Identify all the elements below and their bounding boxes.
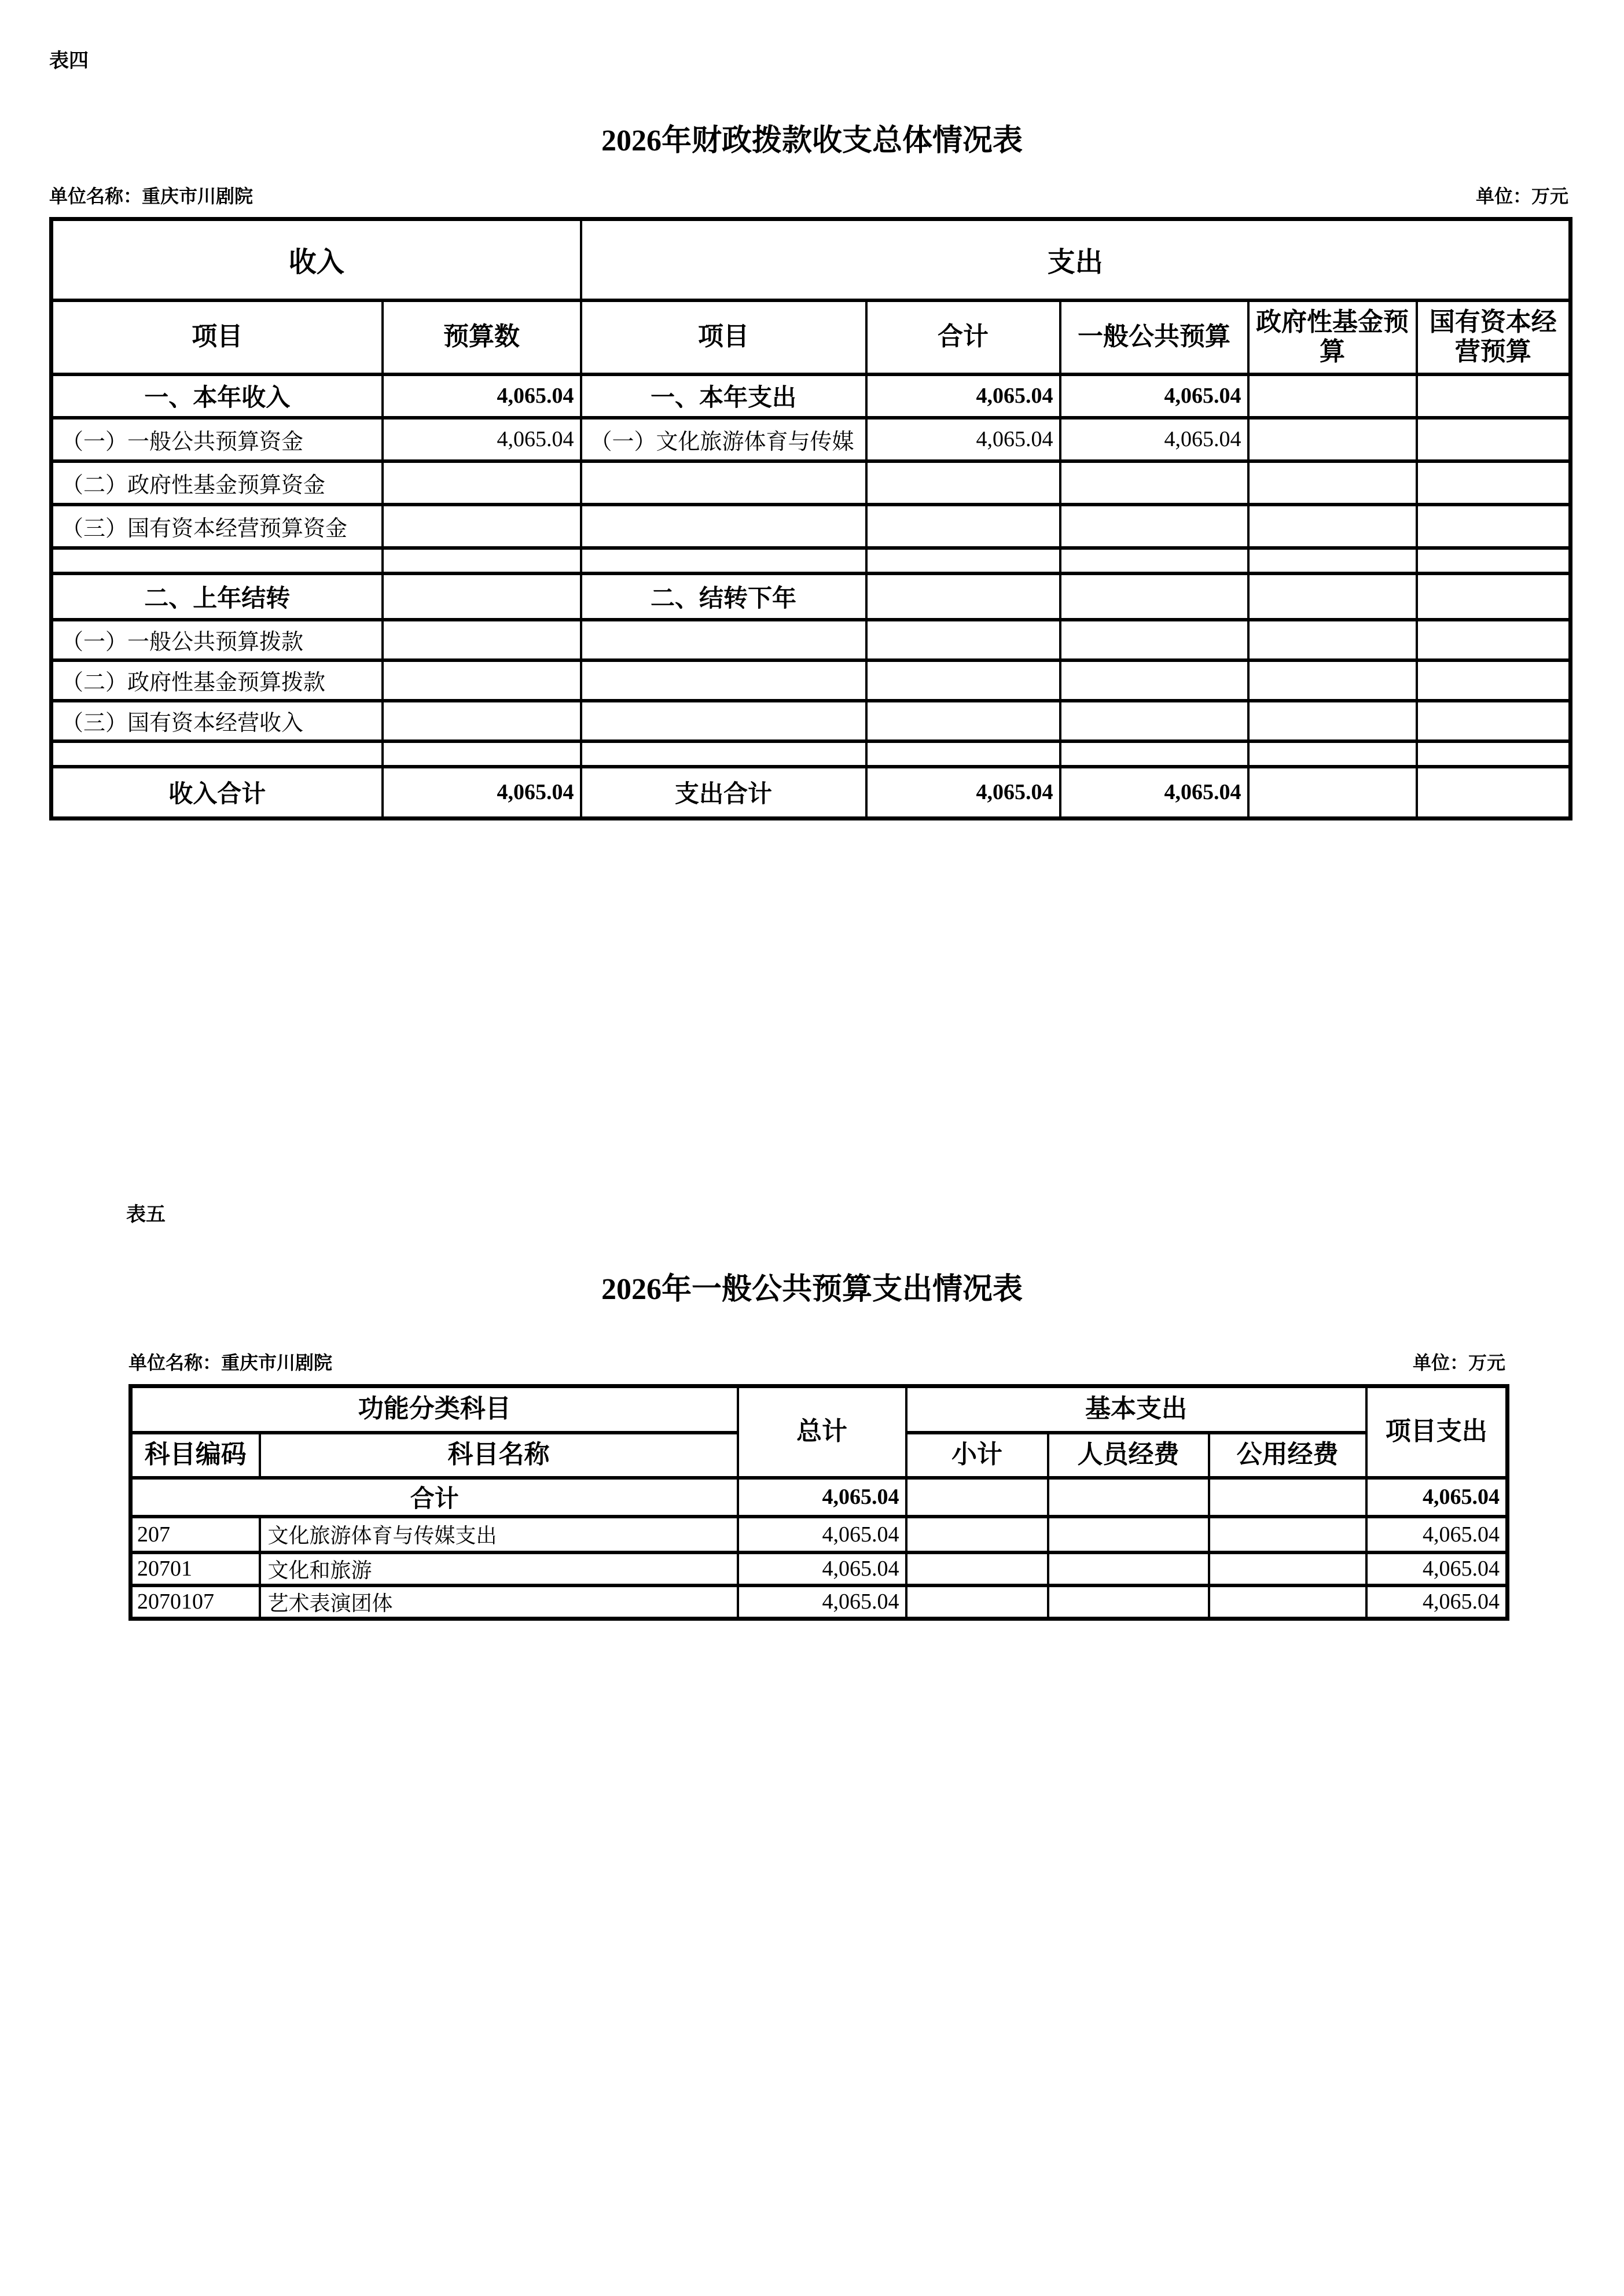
table-row <box>52 548 1571 573</box>
t4-r5-budget <box>383 573 581 620</box>
t4-r9-income <box>52 741 383 767</box>
t4-r9-fund <box>1248 741 1417 767</box>
t5-r0-subtotal <box>906 1478 1048 1517</box>
table-row <box>131 1552 1508 1585</box>
t4-r7-capital <box>1417 660 1571 701</box>
table5-unit-name: 单位名称：重庆市川剧院 <box>128 1352 333 1373</box>
t5-r0-name-total: 合计 <box>131 1478 738 1517</box>
t4-r2-fund <box>1248 461 1417 505</box>
sheet5-label: 表五 <box>126 1204 166 1226</box>
t5-r2-name: 文化和旅游 <box>260 1552 738 1585</box>
t5-r2-subtotal <box>906 1552 1048 1585</box>
t5-r2-personnel <box>1048 1552 1209 1585</box>
t4-r4-budget <box>383 548 581 573</box>
t5-r2-public <box>1209 1552 1366 1585</box>
t4-r10-capital <box>1417 767 1571 819</box>
t4-r9-total <box>866 741 1060 767</box>
t4-r4-general <box>1060 548 1248 573</box>
table4-unit: 单位：万元 <box>1475 186 1568 207</box>
table-row <box>52 374 1571 418</box>
t4-r1-budget: 4,065.04 <box>383 418 581 461</box>
table-row <box>52 767 1571 819</box>
t4-r6-capital <box>1417 620 1571 660</box>
table-row <box>52 660 1571 701</box>
t4-r1-income: （一）一般公共预算资金 <box>52 418 383 461</box>
t4-r10-expense-total: 支出合计 <box>581 767 866 819</box>
t4-r10-fund <box>1248 767 1417 819</box>
t5-r3-public <box>1209 1585 1366 1619</box>
t4-r1-total: 4,065.04 <box>866 418 1060 461</box>
t5-r0-personnel <box>1048 1478 1209 1517</box>
t5-r1-total: 4,065.04 <box>738 1517 906 1552</box>
table-row <box>52 573 1571 620</box>
t4-r6-fund <box>1248 620 1417 660</box>
t5-r0-public <box>1209 1478 1366 1517</box>
t4-r8-total <box>866 701 1060 741</box>
table-row <box>52 741 1571 767</box>
t4-r2-expense <box>581 461 866 505</box>
table-row <box>52 461 1571 505</box>
t4-r3-expense <box>581 505 866 548</box>
t5-r0-total: 4,065.04 <box>738 1478 906 1517</box>
t4-r7-income: （二）政府性基金预算拨款 <box>52 660 383 701</box>
t4-r5-expense: 二、结转下年 <box>581 573 866 620</box>
t4-r2-income: （二）政府性基金预算资金 <box>52 461 383 505</box>
t4-col-total: 合计 <box>866 300 1060 374</box>
sheet4-label: 表四 <box>49 50 89 72</box>
t5-col-personnel: 人员经费 <box>1048 1433 1209 1478</box>
t4-r9-expense <box>581 741 866 767</box>
t4-r7-total <box>866 660 1060 701</box>
t4-r2-general <box>1060 461 1248 505</box>
t5-basic-expense-header: 基本支出 <box>906 1386 1366 1433</box>
t4-r1-capital <box>1417 418 1571 461</box>
table-row <box>131 1517 1508 1552</box>
t5-r1-project: 4,065.04 <box>1366 1517 1508 1552</box>
t5-col-subject-code: 科目编码 <box>131 1433 260 1478</box>
t5-r2-total: 4,065.04 <box>738 1552 906 1585</box>
t4-col-budget: 预算数 <box>383 300 581 374</box>
t4-r0-general: 4,065.04 <box>1060 374 1248 418</box>
table-row <box>52 620 1571 660</box>
t5-grand-total-header: 总计 <box>738 1386 906 1478</box>
t4-r6-budget <box>383 620 581 660</box>
t4-r0-expense: 一、本年支出 <box>581 374 866 418</box>
t4-expense-group-header: 支出 <box>581 219 1571 300</box>
table4-column-header-row <box>52 300 1571 374</box>
t4-r3-income: （三）国有资本经营预算资金 <box>52 505 383 548</box>
t4-r7-general <box>1060 660 1248 701</box>
t4-r0-capital <box>1417 374 1571 418</box>
t4-r6-total <box>866 620 1060 660</box>
t4-r0-fund <box>1248 374 1417 418</box>
t4-r3-total <box>866 505 1060 548</box>
t4-r3-capital <box>1417 505 1571 548</box>
t4-r3-fund <box>1248 505 1417 548</box>
table5-group-header-row <box>131 1386 1508 1433</box>
t4-r8-fund <box>1248 701 1417 741</box>
t5-r1-code: 207 <box>131 1517 260 1552</box>
t5-r3-personnel <box>1048 1585 1209 1619</box>
table5-title: 2026年一般公共预算支出情况表 <box>601 1273 1023 1306</box>
t4-r10-income-total: 收入合计 <box>52 767 383 819</box>
t4-r3-general <box>1060 505 1248 548</box>
t4-col-income-item: 项目 <box>52 300 383 374</box>
table-row <box>131 1585 1508 1619</box>
t5-col-subject-name: 科目名称 <box>260 1433 738 1478</box>
t4-r2-budget <box>383 461 581 505</box>
t4-col-general-budget: 一般公共预算 <box>1060 300 1248 374</box>
t4-r10-general: 4,065.04 <box>1060 767 1248 819</box>
table-row <box>52 505 1571 548</box>
t4-r5-capital <box>1417 573 1571 620</box>
table5-meta-row <box>128 1353 1505 1373</box>
t4-r7-budget <box>383 660 581 701</box>
t4-r4-capital <box>1417 548 1571 573</box>
t4-r1-general: 4,065.04 <box>1060 418 1248 461</box>
t4-r5-fund <box>1248 573 1417 620</box>
t4-r4-expense <box>581 548 866 573</box>
table5-unit: 单位：万元 <box>1412 1352 1505 1373</box>
t5-r1-name: 文化旅游体育与传媒支出 <box>260 1517 738 1552</box>
t5-r1-personnel <box>1048 1517 1209 1552</box>
t4-r8-general <box>1060 701 1248 741</box>
t4-r9-budget <box>383 741 581 767</box>
t4-r6-income: （一）一般公共预算拨款 <box>52 620 383 660</box>
t4-r8-expense <box>581 701 866 741</box>
t4-r5-general <box>1060 573 1248 620</box>
table4-unit-name: 单位名称：重庆市川剧院 <box>49 186 253 207</box>
t5-r1-subtotal <box>906 1517 1048 1552</box>
t5-project-expense-header: 项目支出 <box>1366 1386 1508 1478</box>
t4-r2-total <box>866 461 1060 505</box>
t4-col-state-capital-budget: 国有资本经营预算 <box>1417 300 1571 374</box>
t4-r0-budget: 4,065.04 <box>383 374 581 418</box>
t4-r10-total: 4,065.04 <box>866 767 1060 819</box>
t5-r3-total: 4,065.04 <box>738 1585 906 1619</box>
t4-r8-income: （三）国有资本经营收入 <box>52 701 383 741</box>
t4-r0-income: 一、本年收入 <box>52 374 383 418</box>
t4-r3-budget <box>383 505 581 548</box>
t5-r2-project: 4,065.04 <box>1366 1552 1508 1585</box>
t4-r6-general <box>1060 620 1248 660</box>
table-row <box>52 418 1571 461</box>
t4-col-expense-item: 项目 <box>581 300 866 374</box>
table-row <box>131 1478 1508 1517</box>
t4-r5-total <box>866 573 1060 620</box>
t4-r1-fund <box>1248 418 1417 461</box>
t5-r2-code: 20701 <box>131 1552 260 1585</box>
t4-r9-general <box>1060 741 1248 767</box>
t4-r6-expense <box>581 620 866 660</box>
table4-meta-row <box>49 186 1568 207</box>
t4-r7-fund <box>1248 660 1417 701</box>
table4-fiscal-appropriation <box>49 217 1572 820</box>
t4-r7-expense <box>581 660 866 701</box>
t4-r9-capital <box>1417 741 1571 767</box>
t5-r0-project: 4,065.04 <box>1366 1478 1508 1517</box>
t5-r3-subtotal <box>906 1585 1048 1619</box>
t4-r4-total <box>866 548 1060 573</box>
t4-col-gov-fund-budget: 政府性基金预算 <box>1248 300 1417 374</box>
t5-r1-public <box>1209 1517 1366 1552</box>
t5-r3-project: 4,065.04 <box>1366 1585 1508 1619</box>
t5-r3-name: 艺术表演团体 <box>260 1585 738 1619</box>
t4-income-group-header: 收入 <box>52 219 581 300</box>
t5-r3-code: 2070107 <box>131 1585 260 1619</box>
t4-r10-budget: 4,065.04 <box>383 767 581 819</box>
t4-r8-capital <box>1417 701 1571 741</box>
t5-func-class-header: 功能分类科目 <box>131 1386 738 1433</box>
table-row <box>52 701 1571 741</box>
t4-r5-income: 二、上年结转 <box>52 573 383 620</box>
t5-col-subtotal: 小计 <box>906 1433 1048 1478</box>
table4-group-header-row <box>52 219 1571 300</box>
t4-r0-total: 4,065.04 <box>866 374 1060 418</box>
t5-col-public: 公用经费 <box>1209 1433 1366 1478</box>
t4-r8-budget <box>383 701 581 741</box>
t4-r1-expense: （一）文化旅游体育与传媒 <box>581 418 866 461</box>
t4-r2-capital <box>1417 461 1571 505</box>
table5-general-budget-expense <box>128 1384 1509 1621</box>
table4-title: 2026年财政拨款收支总体情况表 <box>601 124 1023 157</box>
t4-r4-income <box>52 548 383 573</box>
t4-r4-fund <box>1248 548 1417 573</box>
